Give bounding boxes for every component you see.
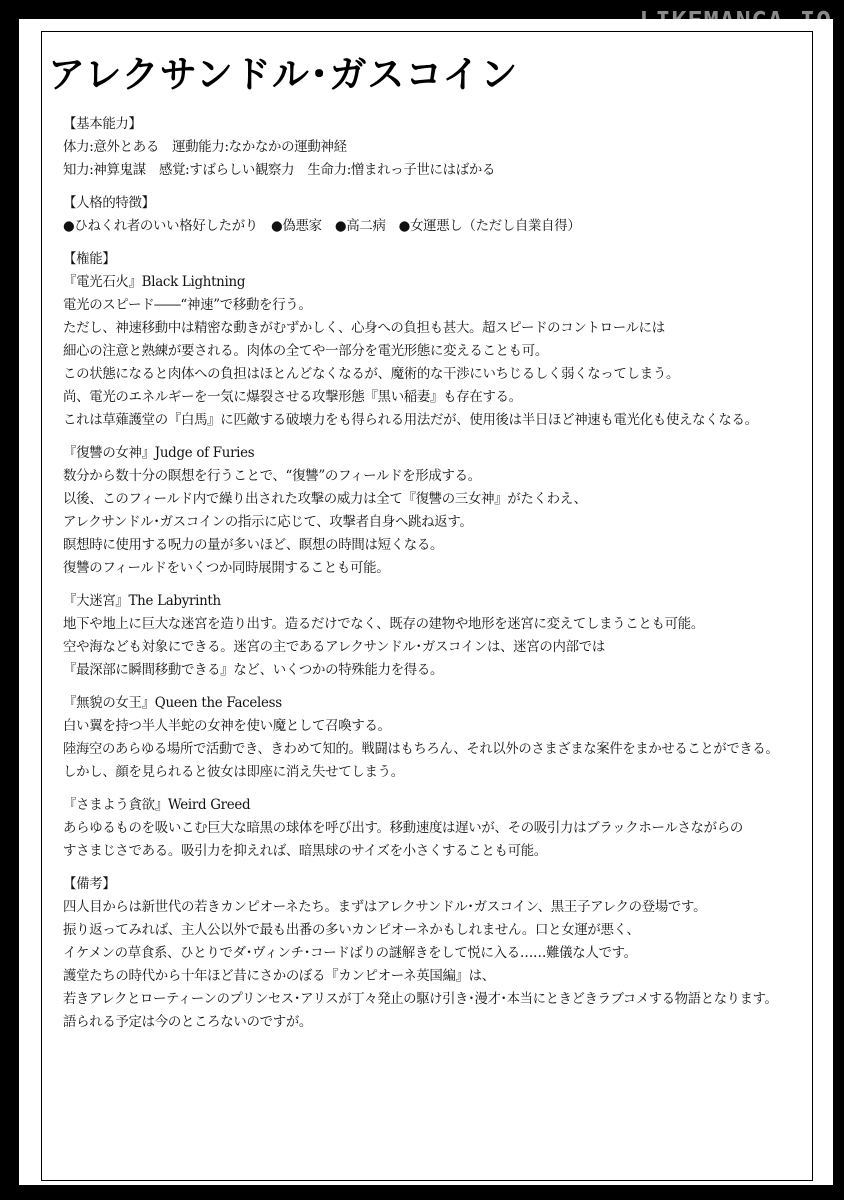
- text-line: アレクサンドル･ガスコインの指示に応じて、攻撃者自身へ跳ね返す。: [63, 514, 473, 530]
- text-line: 数分から数十分の瞑想を行うことで、“復讐”のフィールドを形成する。: [63, 468, 481, 484]
- page-title: アレクサンドル･ガスコイン: [48, 53, 519, 96]
- text-line: 地下や地上に巨大な迷宮を造り出す。造るだけでなく、既存の建物や地形を迷宮に変えてしまうことも可能。: [63, 616, 704, 632]
- text-line: 復讐のフィールドをいくつか同時展開することも可能。: [63, 560, 390, 576]
- text-line: 電光のスピード――“神速”で移動を行う。: [63, 297, 312, 313]
- section-authority: [63, 248, 783, 432]
- section-notes: [63, 873, 783, 1034]
- section-personality: [63, 192, 783, 238]
- character-profile: [63, 113, 783, 1044]
- section-basic: [63, 113, 783, 182]
- text-line: 若きアレクとローティーンのプリンセス･アリスが丁々発止の駆け引き･漫才･本当にときどきラブコメする物語となります。: [63, 991, 778, 1007]
- text-line: 四人目からは新世代の若きカンピオーネたち。まずはアレクサンドル･ガスコイン、黒王子アレクの登場です。: [63, 899, 707, 915]
- section-heading: 『無貌の女王』Queen the Faceless: [63, 695, 282, 711]
- text-line: この状態になると肉体への負担はほとんどなくなるが、魔術的な干渉にいちじるしく弱くなってしまう。: [63, 366, 680, 382]
- section-labyrinth: [63, 590, 783, 682]
- text-line: 陸海空のあらゆる場所で活動でき、きわめて知的。戦闘はもちろん、それ以外のさまざまな案件をまかせることができる。: [63, 741, 779, 757]
- text-line: 細心の注意と熟練が要される。肉体の全てや一部分を電光形態に変えることも可。: [63, 343, 548, 359]
- section-heading: 『大迷宮』The Labyrinth: [63, 593, 221, 609]
- text-line: 『電光石火』Black Lightning: [63, 274, 246, 290]
- text-line: 白い翼を持つ半人半蛇の女神を使い魔として召喚する。: [63, 718, 391, 734]
- section-heading: 『さまよう貪欲』Weird Greed: [63, 797, 251, 813]
- text-line: ●ひねくれ者のいい格好したがり ●偽悪家 ●高二病 ●女運悪し（ただし自業自得）: [63, 218, 581, 234]
- text-line: 『最深部に瞬間移動できる』など、いくつかの特殊能力を得る。: [63, 662, 444, 678]
- text-line: 護堂たちの時代から十年ほど昔にさかのぼる『カンピオーネ英国編』は、: [63, 968, 495, 984]
- text-line: 知力:神算鬼謀 感覚:すばらしい観察力 生命力:憎まれっ子世にはばかる: [63, 162, 496, 178]
- text-line: ただし、神速移動中は精密な動きがむずかしく、心身への負担も甚大。超スピードのコントロールには: [63, 320, 665, 336]
- section-furies: [63, 442, 783, 580]
- section-heading: 【基本能力】: [63, 116, 142, 132]
- text-line: 振り返ってみれば、主人公以外で最も出番の多いカンピオーネかもしれません。口と女運が悪く、: [63, 922, 640, 938]
- section-heading: 『復讐の女神』Judge of Furies: [63, 445, 255, 461]
- text-line: これは草薙護堂の『白馬』に匹敵する破壊力をも得られる用法だが、使用後は半日ほど神速も電光化も使えなくなる。: [63, 412, 758, 428]
- text-line: すさまじさである。吸引力を抑えれば、暗黒球のサイズを小さくすることも可能。: [63, 843, 547, 859]
- text-line: イケメンの草食系、ひとりでダ･ヴィンチ･コードばりの謎解きをして悦に入る……難儀な人です。: [63, 945, 637, 961]
- text-line: 体力:意外とある 運動能力:なかなかの運動神経: [63, 139, 347, 155]
- text-line: 尚、電光のエネルギーを一気に爆裂させる攻撃形態『黒い稲妻』も存在する。: [63, 389, 522, 405]
- section-queen: [63, 692, 783, 784]
- section-greed: [63, 794, 783, 863]
- section-heading: 【権能】: [63, 251, 116, 267]
- text-line: しかし、顔を見られると彼女は即座に消え失せてしまう。: [63, 764, 404, 780]
- text-line: あらゆるものを吸いこむ巨大な暗黒の球体を呼び出す。移動速度は遅いが、その吸引力はブラックホールさながらの: [63, 820, 743, 836]
- section-heading: 【備考】: [63, 876, 116, 892]
- text-line: 以後、このフィールド内で繰り出された攻撃の威力は全て『復讐の三女神』がたくわえ、: [63, 491, 587, 507]
- text-line: 瞑想時に使用する呪力の量が多いほど、瞑想の時間は短くなる。: [63, 537, 444, 553]
- text-line: 空や海なども対象にできる。迷宮の主であるアレクサンドル･ガスコインは、迷宮の内部では: [63, 639, 605, 655]
- text-line: 語られる予定は今のところないのですが。: [63, 1014, 313, 1030]
- section-heading: 【人格的特徴】: [63, 195, 155, 211]
